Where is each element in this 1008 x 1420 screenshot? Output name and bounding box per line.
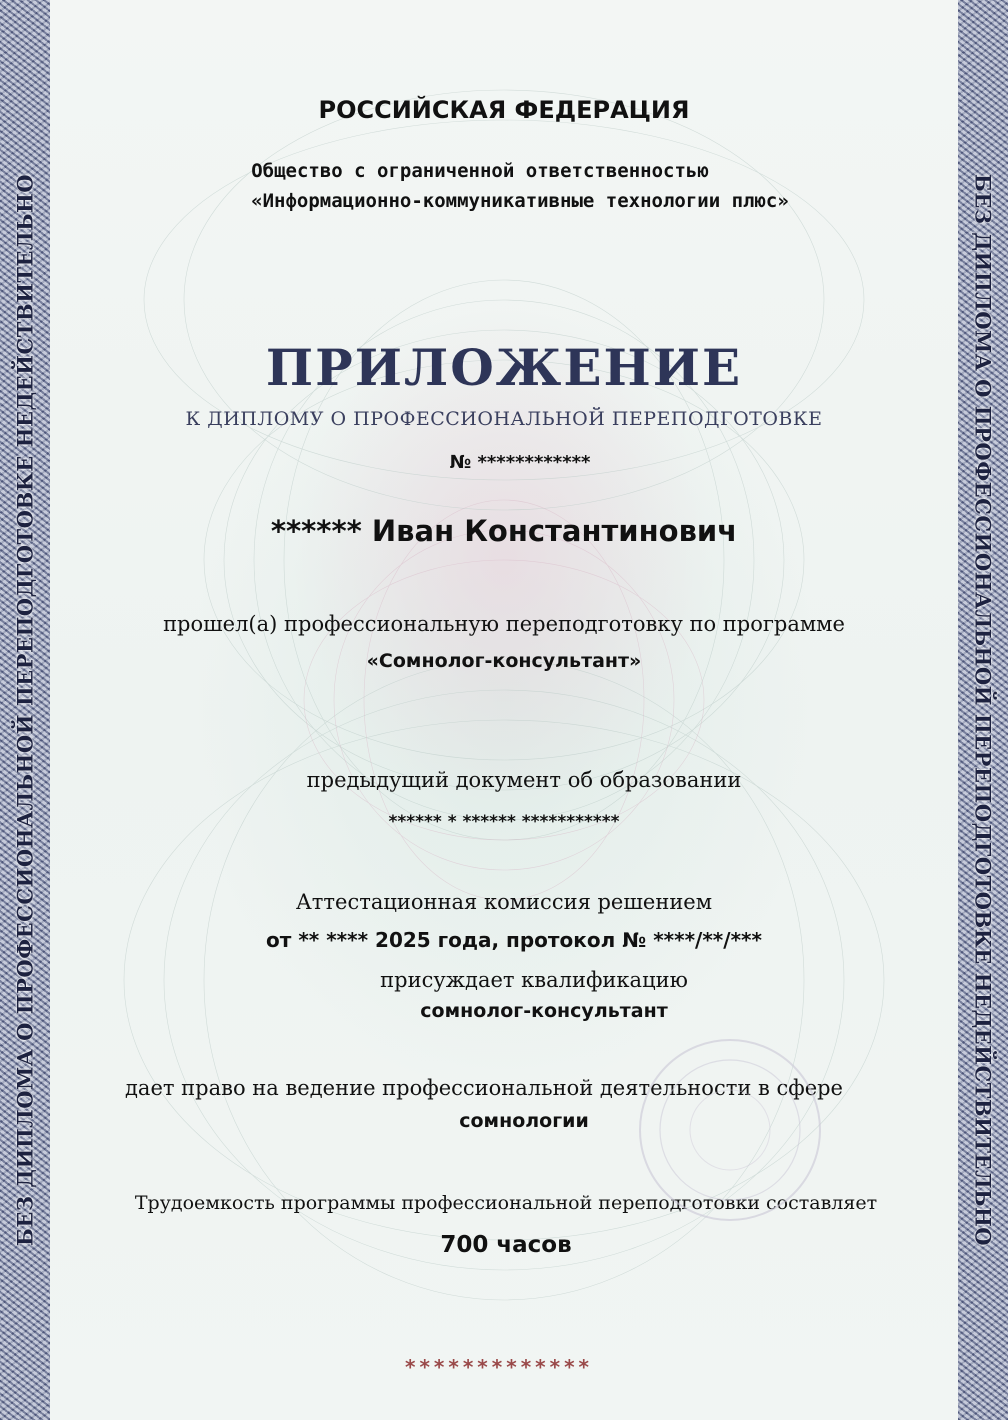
- faded-seal-stamp: [630, 1030, 830, 1230]
- protocol-text: от ** **** 2025 года, протокол № ****/**/***: [266, 928, 762, 952]
- document-subtitle: К ДИПЛОМУ О ПРОФЕССИОНАЛЬНОЙ ПЕРЕПОДГОТОВКЕ: [185, 408, 823, 430]
- previous-document-label: предыдущий документ об образовании: [306, 768, 742, 792]
- rights-text: дает право на ведение профессиональной деятельности в сфере: [125, 1076, 843, 1100]
- program-hours-value: 700 часов: [440, 1232, 572, 1258]
- program-name: «Сомнолог-консультант»: [366, 650, 642, 672]
- qualification-label: присуждает квалификацию: [380, 968, 688, 992]
- document-title: ПРИЛОЖЕНИЕ: [265, 338, 743, 397]
- left-border-text: БЕЗ ДИПЛОМА О ПРОФЕССИОНАЛЬНОЙ ПЕРЕПОДГОТОВКЕ НЕДЕЙСТВИТЕЛЬНО: [12, 173, 38, 1247]
- holder-full-name: ****** Иван Константинович: [270, 514, 738, 548]
- completed-text: прошел(а) профессиональную переподготовку по программе: [163, 612, 845, 636]
- activity-field: сомнологии: [459, 1110, 589, 1132]
- document-number: № ************: [449, 452, 591, 473]
- organization-name: «Информационно-коммуникативные технологии плюс»: [251, 190, 789, 212]
- qualification-value: сомнолог-консультант: [420, 1000, 668, 1022]
- organization-type: Общество с ограниченной ответственностью: [251, 160, 709, 182]
- left-security-border: [0, 0, 50, 1420]
- right-security-border: [958, 0, 1008, 1420]
- program-hours-label: Трудоемкость программы профессиональной переподготовки составляет: [134, 1192, 878, 1214]
- commission-text: Аттестационная комиссия решением: [295, 890, 713, 914]
- country-heading: РОССИЙСКАЯ ФЕДЕРАЦИЯ: [318, 96, 690, 124]
- previous-document-value: ****** * ****** ***********: [388, 812, 620, 832]
- right-border-text: БЕЗ ДИПЛОМА О ПРОФЕССИОНАЛЬНОЙ ПЕРЕПОДГОТОВКЕ НЕДЕЙСТВИТЕЛЬНО: [970, 173, 996, 1247]
- serial-number: *************: [405, 1355, 593, 1379]
